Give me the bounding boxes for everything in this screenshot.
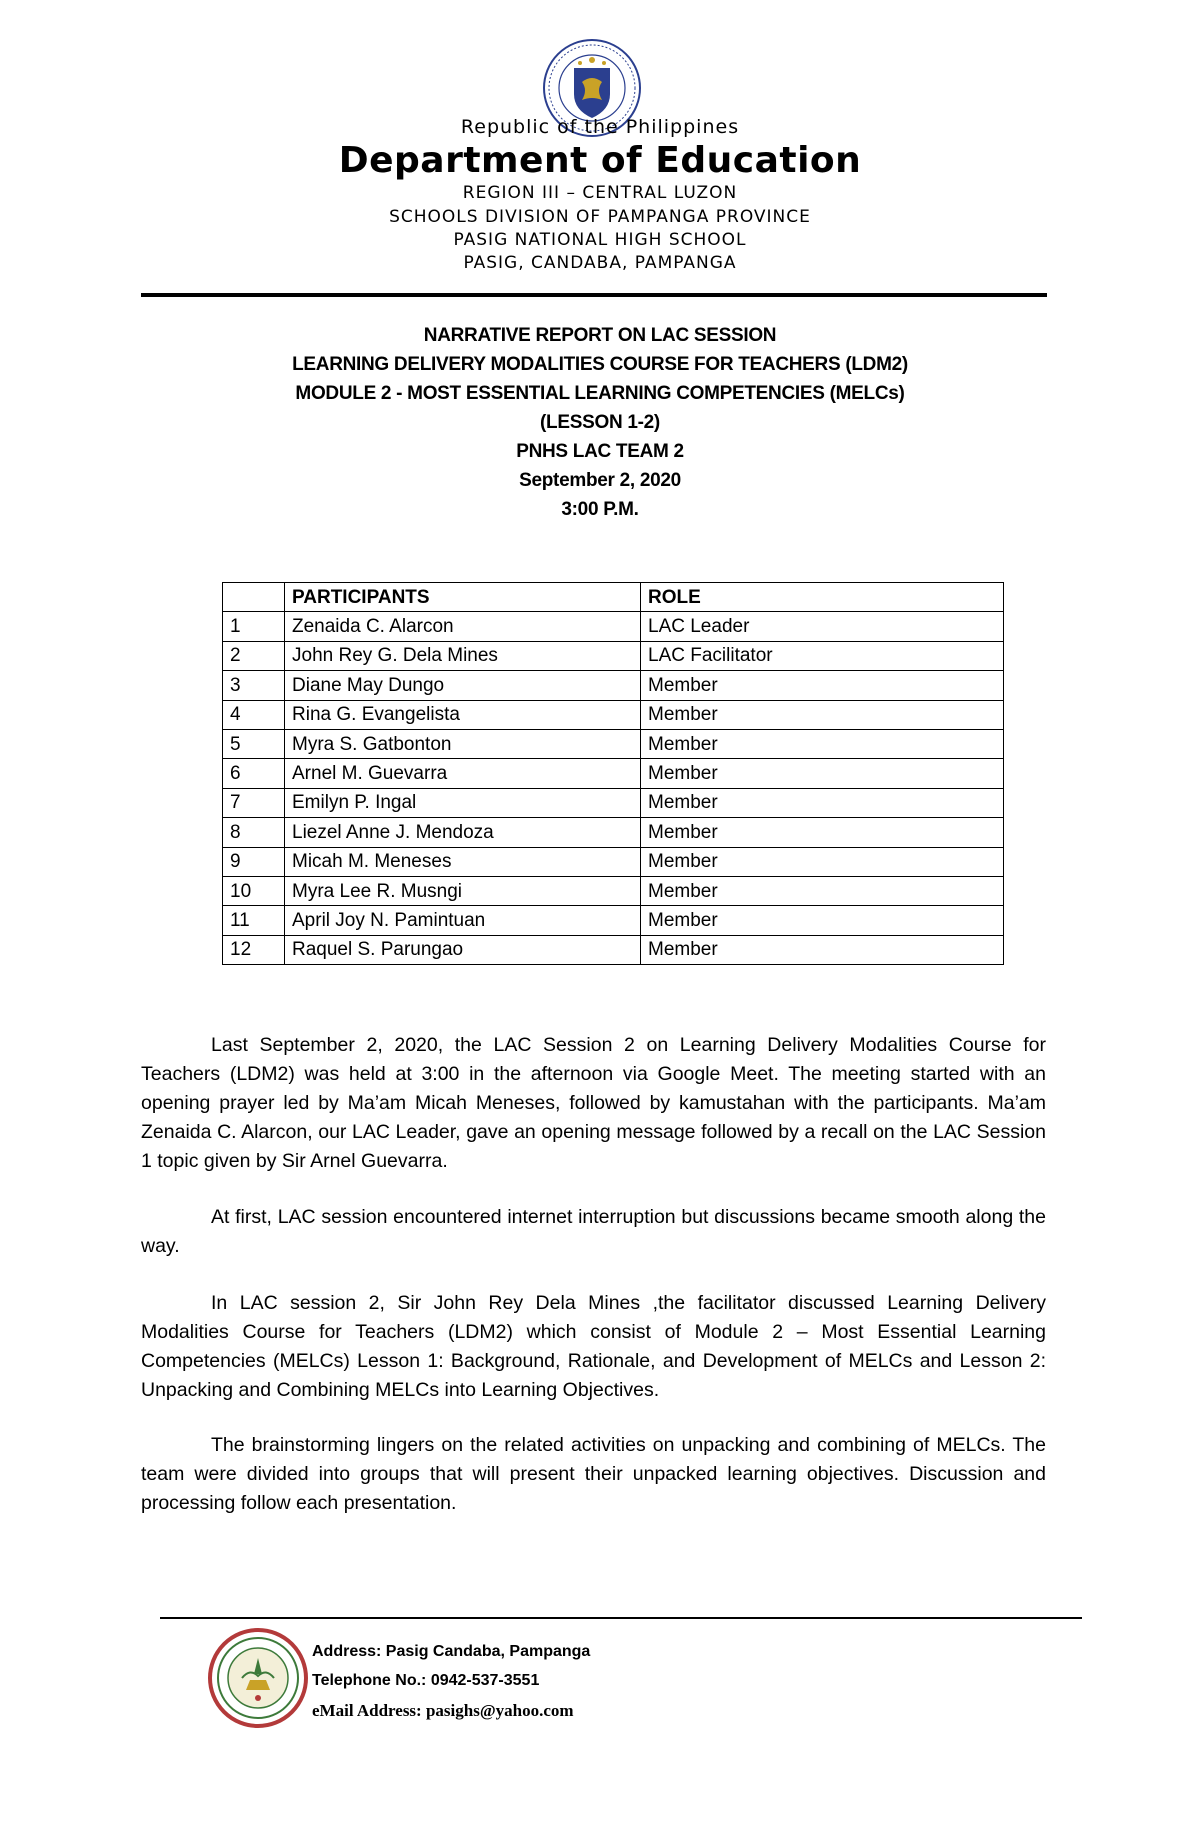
department-title: Department of Education [338, 140, 862, 181]
participant-role-cell: LAC Facilitator [641, 641, 1004, 670]
participant-name-cell: Emilyn P. Ingal [285, 788, 641, 817]
row-number-cell: 6 [223, 759, 285, 788]
division-line: SCHOOLS DIVISION OF PAMPANGA PROVINCE [389, 207, 811, 227]
participant-name-cell: Liezel Anne J. Mendoza [285, 818, 641, 847]
row-number-cell: 7 [223, 788, 285, 817]
school-line: PASIG NATIONAL HIGH SCHOOL [453, 230, 747, 250]
table-row [223, 759, 1004, 788]
row-number-cell: 3 [223, 671, 285, 700]
body-paragraph-4 [141, 1431, 1046, 1518]
participant-role-cell: Member [641, 729, 1004, 758]
paragraph-text: The brainstorming lingers on the related activities on unpacking and combining of MELCs. The team were divided into groups that will present their unpacked learning objectives. Discussion and processing follow each presentation. [141, 1434, 1046, 1514]
table-row [223, 935, 1004, 964]
course-title: LEARNING DELIVERY MODALITIES COURSE FOR TEACHERS (LDM2) [292, 354, 908, 375]
participant-name-cell: John Rey G. Dela Mines [285, 641, 641, 670]
footer-email: eMail Address: pasighs@yahoo.com [312, 1701, 574, 1720]
participant-role-cell: Member [641, 935, 1004, 964]
header-number-cell [223, 583, 285, 612]
footer-divider [160, 1617, 1082, 1619]
table-row [223, 729, 1004, 758]
table-row [223, 700, 1004, 729]
participant-name-cell: Rina G. Evangelista [285, 700, 641, 729]
participant-name-cell: Zenaida C. Alarcon [285, 612, 641, 641]
school-seal-icon [208, 1628, 308, 1728]
table-row [223, 847, 1004, 876]
region-line: REGION III – CENTRAL LUZON [462, 183, 738, 203]
row-number-cell: 12 [223, 935, 285, 964]
participant-role-cell: Member [641, 788, 1004, 817]
table-header-row [223, 583, 1004, 612]
session-time: 3:00 P.M. [561, 499, 639, 520]
footer-phone: Telephone No.: 0942-537-3551 [312, 1672, 540, 1689]
school-address-line: PASIG, CANDABA, PAMPANGA [463, 253, 737, 273]
paragraph-text: In LAC session 2, Sir John Rey Dela Mines ,the facilitator discussed Learning Delivery Modalities Course for Teachers (LDM2) which consist of Module 2 – Most Essential Learning Competencies (MELCs) Lesson 1: Background, Rationale, and Development of MELCs and Lesson 2: Unpacking and Combining MELCs into Learning Objectives. [141, 1292, 1046, 1401]
body-paragraph-3 [141, 1289, 1046, 1405]
participant-name-cell: Diane May Dungo [285, 671, 641, 700]
header-role-cell: ROLE [641, 583, 1004, 612]
row-number-cell: 9 [223, 847, 285, 876]
participant-role-cell: Member [641, 700, 1004, 729]
report-title: NARRATIVE REPORT ON LAC SESSION [423, 325, 777, 346]
participant-name-cell: April Joy N. Pamintuan [285, 906, 641, 935]
participant-name-cell: Myra Lee R. Musngi [285, 876, 641, 905]
body-paragraph-2 [141, 1203, 1046, 1261]
republic-line: Republic of the Philippines [460, 116, 740, 138]
row-number-cell: 11 [223, 906, 285, 935]
participant-role-cell: Member [641, 906, 1004, 935]
row-number-cell: 8 [223, 818, 285, 847]
participant-role-cell: LAC Leader [641, 612, 1004, 641]
participant-role-cell: Member [641, 818, 1004, 847]
paragraph-text: At first, LAC session encountered internet interruption but discussions became smooth along the way. [141, 1206, 1046, 1257]
row-number-cell: 10 [223, 876, 285, 905]
paragraph-text: Last September 2, 2020, the LAC Session 2 on Learning Delivery Modalities Course for Teachers (LDM2) was held at 3:00 in the afternoon via Google Meet. The meeting started with an opening prayer led by Ma’am Micah Meneses, followed by kamustahan with the participants. Ma’am Zenaida C. Alarcon, our LAC Leader, gave an opening message followed by a recall on the LAC Session 1 topic given by Sir Arnel Guevarra. [141, 1034, 1046, 1172]
body-paragraph-1 [141, 1031, 1046, 1176]
participant-name-cell: Micah M. Meneses [285, 847, 641, 876]
table-row [223, 671, 1004, 700]
footer-address: Address: Pasig Candaba, Pampanga [312, 1643, 591, 1660]
participant-name-cell: Raquel S. Parungao [285, 935, 641, 964]
participant-role-cell: Member [641, 671, 1004, 700]
team-line: PNHS LAC TEAM 2 [516, 441, 684, 462]
participant-name-cell: Myra S. Gatbonton [285, 729, 641, 758]
table-row [223, 818, 1004, 847]
row-number-cell: 5 [223, 729, 285, 758]
session-date: September 2, 2020 [519, 470, 681, 491]
row-number-cell: 4 [223, 700, 285, 729]
participant-role-cell: Member [641, 876, 1004, 905]
participant-role-cell: Member [641, 847, 1004, 876]
header-divider [141, 293, 1047, 297]
participant-role-cell: Member [641, 759, 1004, 788]
participants-table [222, 582, 1004, 965]
table-row [223, 612, 1004, 641]
row-number-cell: 2 [223, 641, 285, 670]
row-number-cell: 1 [223, 612, 285, 641]
header-participants-cell: PARTICIPANTS [285, 583, 641, 612]
table-row [223, 906, 1004, 935]
table-row [223, 876, 1004, 905]
table-row [223, 641, 1004, 670]
participant-name-cell: Arnel M. Guevarra [285, 759, 641, 788]
lesson-line: (LESSON 1-2) [540, 412, 660, 433]
table-row [223, 788, 1004, 817]
module-title: MODULE 2 - MOST ESSENTIAL LEARNING COMPETENCIES (MELCs) [295, 383, 905, 404]
